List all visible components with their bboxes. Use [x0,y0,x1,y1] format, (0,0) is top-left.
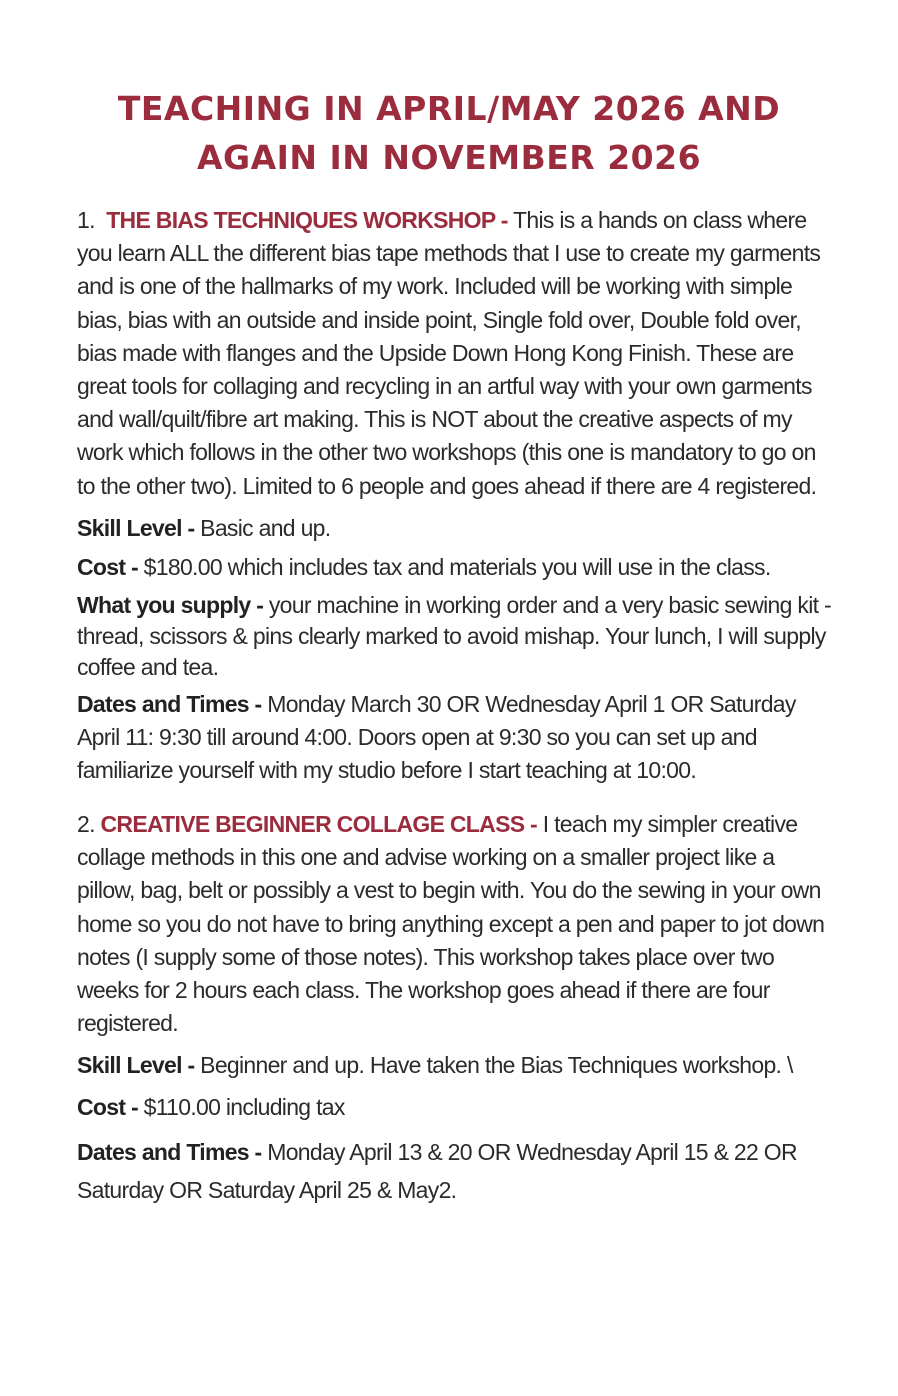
page-title-line-1: TEACHING IN APRIL/MAY 2026 AND [117,89,781,128]
workshop-1-description: This is a hands on class where you learn ALL the different bias tape methods that I use to create my garments and is one of the hallmarks of my work. Included will be working with simple bias, bias with an outside and inside point, Single fold over, Double fold over, bias made with flanges and the Upside Down Hong Kong Finish. These are great tools for collaging and recycling in an artful way with your own garments and wall/quilt/fibre art making. This is NOT about the creative aspects of my work which follows in the other two workshops (this one is mandatory to go on to the other two). Limited to 6 people and goes ahead if there are 4 registered. [77,207,821,499]
page-title [60,84,838,182]
workshop-2-description: I teach my simpler creative collage methods in this one and advise working on a smaller project like a pillow, bag, belt or possibly a vest to begin with. You do the sewing in your own home so you do not have to bring anything except a pen and paper to jot down notes (I supply some of those notes). This workshop takes place over two weeks for 2 hours each class. The workshop goes ahead if there are four registered. [77,811,825,1037]
workshop-2-number: 2. [77,811,95,837]
workshop-2-cost [77,1091,837,1123]
workshop-1-cost-label: Cost - [77,554,138,580]
workshop-2-cost-label: Cost - [77,1094,138,1120]
workshop-1-heading: THE BIAS TECHNIQUES WORKSHOP - [106,207,508,233]
workshop-1-number: 1. [77,207,95,233]
workshop-2-dates [77,1133,837,1209]
workshop-2-dates-label: Dates and Times - [77,1139,262,1165]
workshop-1-supply-label: What you supply - [77,592,264,618]
workshop-1-description-block [77,204,837,503]
workshop-1-skill-level [77,512,837,544]
workshop-1-cost-value: $180.00 which includes tax and materials you will use in the class. [143,554,771,580]
workshop-2-paragraph [77,808,837,1040]
workshop-1-dates-label: Dates and Times - [77,691,262,717]
workshop-1-dates [77,688,837,788]
workshop-2-heading: CREATIVE BEGINNER COLLAGE CLASS - [100,811,537,837]
workshop-2-cost-value: $110.00 including tax [143,1094,345,1120]
workshop-1-supply [77,590,837,683]
workshop-1-skill-label: Skill Level - [77,515,195,541]
page-title-line-2: AGAIN IN NOVEMBER 2026 [196,138,702,177]
workshop-2-skill-value: Beginner and up. Have taken the Bias Techniques workshop. \ [200,1052,793,1078]
workshop-1-supply-value: your machine in working order and a very basic sewing kit -thread, scissors & pins clearly marked to avoid mishap. Your lunch, I will supply coffee and tea. [77,592,831,680]
workshop-2-description-block [77,808,837,1040]
workshop-1-cost [77,551,837,583]
workshop-2-dates-value: Monday April 13 & 20 OR Wednesday April 15 & 22 OR Saturday OR Saturday April 25 & May2. [77,1139,797,1203]
workshop-1-skill-value: Basic and up. [200,515,331,541]
workshop-2-skill-label: Skill Level - [77,1052,195,1078]
workshop-2-skill-level [77,1049,837,1081]
workshop-1-dates-value: Monday March 30 OR Wednesday April 1 OR Saturday April 11: 9:30 till around 4:00. Doors open at 9:30 so you can set up and familiarize yourself with my studio before I start teaching at 10:00. [77,691,796,784]
workshop-1-paragraph [77,204,837,503]
